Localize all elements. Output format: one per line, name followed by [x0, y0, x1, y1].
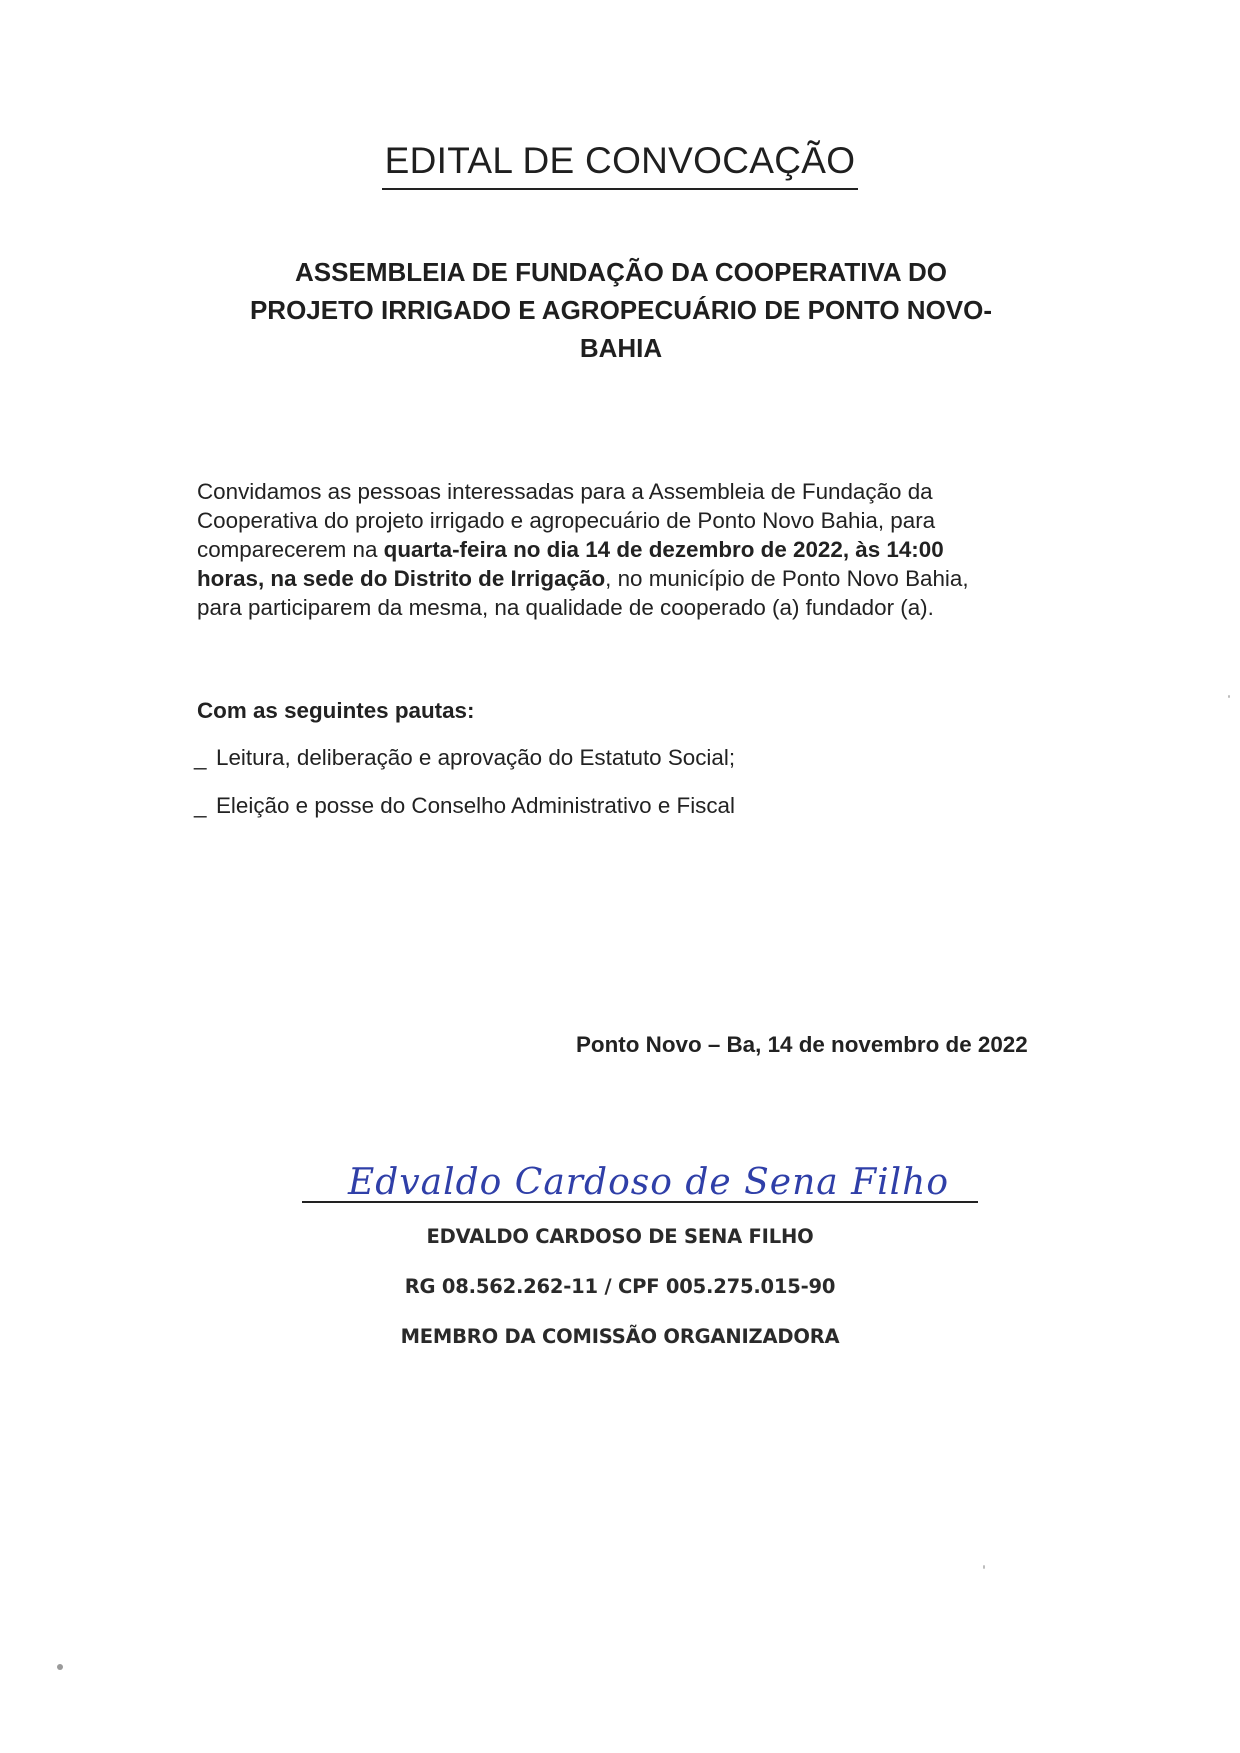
signature-line [302, 1201, 978, 1203]
signer-ids: RG 08.562.262-11 / CPF 005.275.015-90 [404, 1275, 836, 1298]
handwritten-signature [300, 1148, 980, 1204]
subtitle-line-1: ASSEMBLEIA DE FUNDAÇÃO DA COOPERATIVA DO [295, 257, 947, 287]
agenda-heading: Com as seguintes pautas: [197, 698, 475, 723]
invitation-paragraph [197, 477, 1067, 622]
agenda-item-text: Leitura, deliberação e aprovação do Estatuto Social; [216, 745, 736, 770]
paragraph-line-5: para participarem da mesma, na qualidade de cooperado (a) fundador (a). [197, 595, 934, 620]
scan-speck [57, 1664, 63, 1670]
assembly-subtitle [200, 253, 1042, 367]
signature-script: Edvaldo Cardoso de Sena Filho [348, 1162, 950, 1203]
agenda-bullet: _ [194, 793, 207, 818]
paragraph-line-2: Cooperativa do projeto irrigado e agropecuário de Ponto Novo Bahia, para [197, 508, 936, 533]
paragraph-line-3-plain: comparecerem na [197, 537, 384, 562]
agenda-item [194, 745, 735, 771]
subtitle-line-3: BAHIA [579, 333, 663, 363]
paragraph-line-1: Convidamos as pessoas interessadas para a Assembleia de Fundação da [197, 479, 933, 504]
meeting-date-time: quarta-feira no dia 14 de dezembro de 2022, às 14:00 [383, 537, 944, 562]
document-title [0, 138, 1240, 190]
paragraph-line-4-plain: , no município de Ponto Novo Bahia, [605, 566, 969, 591]
paragraph-line-4 [197, 564, 1067, 593]
agenda-item-text: Eleição e posse do Conselho Administrativo e Fiscal [216, 793, 735, 818]
document-title-text: EDITAL DE CONVOCAÇÃO [382, 138, 858, 190]
paragraph-line-3 [197, 535, 1067, 564]
place-and-date: Ponto Novo – Ba, 14 de novembro de 2022 [576, 1032, 1028, 1057]
signer-role: MEMBRO DA COMISSÃO ORGANIZADORA [400, 1325, 840, 1348]
meeting-location: horas, na sede do Distrito de Irrigação [197, 566, 606, 591]
subtitle-line-2: PROJETO IRRIGADO E AGROPECUÁRIO DE PONTO NOVO- [249, 295, 993, 325]
agenda-bullet: _ [194, 745, 207, 770]
scan-speck [983, 1565, 985, 1569]
scan-speck [1228, 695, 1230, 698]
signature-ink [300, 1148, 980, 1204]
agenda-item [194, 793, 735, 819]
signer-name: EDVALDO CARDOSO DE SENA FILHO [426, 1225, 814, 1248]
